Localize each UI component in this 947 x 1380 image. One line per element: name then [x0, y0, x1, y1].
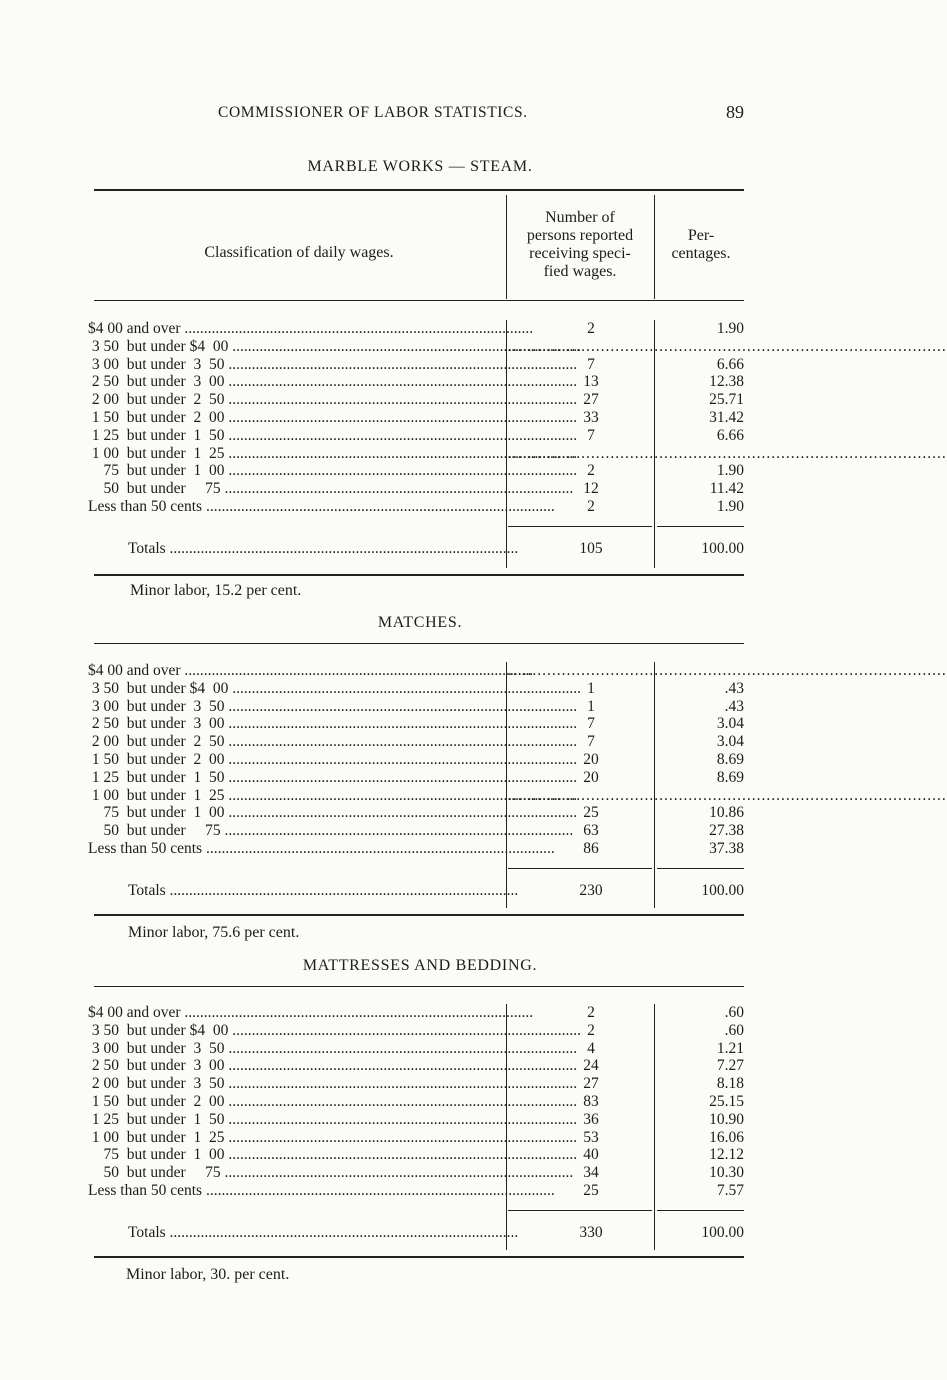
table-row — [88, 769, 746, 787]
table-row — [88, 1146, 746, 1164]
table-row — [88, 1129, 746, 1147]
percentage: 8.18 — [716, 1075, 744, 1093]
totals-rule — [508, 868, 652, 869]
table-row — [88, 1057, 746, 1075]
empty-row-dots: .......................................................................................... — [508, 337, 947, 355]
number-header-line: fied wages. — [543, 263, 617, 280]
table-bottom-rule — [94, 574, 744, 576]
table-row — [88, 462, 746, 480]
percentage: .43 — [724, 697, 744, 715]
persons-count: 27 — [583, 1075, 599, 1093]
wage-class-label: 2 50 but under 3 00 .......................................................................................... — [88, 715, 578, 733]
wage-class-label: 3 00 but under 3 50 .......................................................................................... — [88, 355, 578, 373]
number-header-line: receiving speci- — [529, 245, 631, 262]
percentage: 6.66 — [716, 426, 744, 444]
number-header-line: Number of — [545, 209, 615, 226]
persons-count: 2 — [587, 498, 595, 515]
totals-label: Totals .......................................................................................... — [128, 881, 519, 899]
wage-class-label: 2 50 but under 3 00 .......................................................................................... — [88, 373, 578, 391]
table-row — [88, 1111, 746, 1129]
empty-row-dots: .......................................................................................... — [508, 662, 947, 679]
wage-class-label: 1 25 but under 1 50 .......................................................................................... — [88, 426, 578, 444]
persons-count: 34 — [583, 1164, 599, 1182]
wage-class-label: 3 00 but under 3 50 .......................................................................................... — [88, 1039, 578, 1057]
table-row — [88, 1022, 746, 1040]
persons-count: 63 — [583, 822, 599, 840]
table-row — [88, 480, 746, 498]
persons-count: 53 — [583, 1128, 599, 1146]
minor-labor-note: Minor labor, 30. per cent. — [126, 1266, 290, 1283]
persons-count: 25 — [583, 1182, 599, 1199]
totals-row — [88, 1224, 746, 1242]
table-row — [88, 1182, 746, 1200]
table-row — [88, 751, 746, 769]
table-row — [88, 1075, 746, 1093]
wage-class-label: 75 but under 1 00 .......................................................................................... — [88, 804, 578, 822]
persons-count: 13 — [583, 373, 599, 391]
table-row — [88, 1164, 746, 1182]
table-body — [0, 1004, 896, 1256]
wage-class-label: 2 50 but under 3 00 .......................................................................................... — [88, 1057, 578, 1075]
persons-count: 25 — [583, 804, 599, 822]
wage-class-label: Less than 50 cents .......................................................................................... — [88, 840, 555, 857]
persons-count: 24 — [583, 1057, 599, 1075]
table-row — [88, 1093, 746, 1111]
table-top-rule — [94, 986, 744, 987]
table-row — [88, 498, 746, 516]
wage-class-label: 2 00 but under 2 50 .......................................................................................... — [88, 733, 578, 751]
wage-class-label: 1 50 but under 2 00 .......................................................................................... — [88, 751, 578, 768]
persons-count: 36 — [583, 1110, 599, 1128]
persons-count: 20 — [583, 751, 599, 768]
wage-class-label: 50 but under 75 .......................................................................................... — [88, 1164, 574, 1182]
totals-rule — [657, 868, 744, 869]
percent-header — [654, 227, 748, 263]
percentage: 25.15 — [709, 1093, 744, 1110]
number-header-line: persons reported — [526, 227, 634, 244]
table-row — [88, 680, 746, 698]
table-bottom-rule — [94, 1256, 744, 1258]
percentage: 10.30 — [709, 1164, 744, 1182]
table-body — [0, 662, 947, 914]
table-row — [88, 337, 947, 356]
totals-row — [88, 540, 746, 558]
percentage: 31.42 — [709, 409, 744, 426]
percentage: 1.90 — [716, 462, 744, 480]
percentage: 3.04 — [716, 733, 744, 751]
percentage: 1.90 — [716, 320, 744, 337]
table-row — [88, 804, 746, 822]
percentage: 1.90 — [716, 498, 744, 515]
table-bottom-rule — [94, 914, 744, 916]
percentage: 12.12 — [709, 1146, 744, 1164]
wage-class-label: 1 25 but under 1 50 .......................................................................................... — [88, 768, 578, 786]
percentage: .43 — [724, 679, 744, 697]
wage-class-label: $4 00 and over .......................................................................................... — [88, 320, 534, 337]
wage-class-label: 1 50 but under 2 00 .......................................................................................... — [88, 409, 578, 426]
wage-class-label: 3 50 but under $4 00 .......................................................................................... — [88, 1021, 581, 1039]
wage-class-label: 50 but under 75 .......................................................................................... — [88, 822, 574, 840]
percentage: 6.66 — [716, 355, 744, 373]
wage-class-label: 3 50 but under $4 00 .......................................................................................... — [88, 679, 581, 697]
percentage: 27.38 — [709, 822, 744, 840]
wage-class-label: 3 50 but under $4 00 .......................................................................................... — [88, 337, 581, 355]
table-row — [88, 1004, 746, 1022]
wage-class-label: 3 00 but under 3 50 .......................................................................................... — [88, 697, 578, 715]
totals-rule — [508, 526, 652, 527]
table-row — [88, 356, 746, 374]
table-top-rule — [94, 189, 744, 191]
wage-class-label: $4 00 and over .......................................................................................... — [88, 1004, 534, 1021]
percentage: 8.69 — [716, 751, 744, 768]
wage-class-label: 1 50 but under 2 00 .......................................................................................... — [88, 1093, 578, 1110]
totals-rule — [657, 526, 744, 527]
persons-count: 27 — [583, 391, 599, 409]
classification-header: Classification of daily wages. — [204, 244, 394, 261]
totals-percentage: 100.00 — [701, 1223, 744, 1241]
minor-labor-note: Minor labor, 15.2 per cent. — [130, 582, 302, 599]
table-row — [88, 373, 746, 391]
percentage: 16.06 — [709, 1128, 744, 1146]
totals-count: 330 — [579, 1223, 603, 1241]
percentage: .60 — [724, 1021, 744, 1039]
wage-class-label: 50 but under 75 .......................................................................................... — [88, 480, 574, 498]
persons-count: 20 — [583, 768, 599, 786]
wage-class-label: Less than 50 cents .......................................................................................... — [88, 1182, 555, 1199]
number-header — [506, 209, 654, 281]
persons-count: 2 — [587, 462, 595, 480]
persons-count: 7 — [587, 355, 595, 373]
percentage: 12.38 — [709, 373, 744, 391]
percentage: 10.90 — [709, 1110, 744, 1128]
percentage: 25.71 — [709, 391, 744, 409]
table-row — [88, 662, 947, 680]
wage-class-label: 1 25 but under 1 50 .......................................................................................... — [88, 1110, 578, 1128]
persons-count: 7 — [587, 733, 595, 751]
wage-class-label: 1 00 but under 1 25 .......................................................................................... — [88, 786, 578, 804]
table-row — [88, 786, 947, 805]
header-rule — [94, 300, 744, 301]
totals-label: Totals .......................................................................................... — [128, 539, 519, 557]
percentage: 11.42 — [709, 480, 744, 498]
empty-row-dots: .......................................................................................... — [508, 786, 947, 804]
table-row — [88, 715, 746, 733]
persons-count: 86 — [583, 840, 599, 857]
totals-rule — [508, 1210, 652, 1211]
persons-count: 1 — [587, 679, 595, 697]
section-title: MARBLE WORKS — STEAM. — [307, 158, 533, 175]
persons-count: 33 — [583, 409, 599, 426]
section-title: MATCHES. — [377, 614, 463, 631]
running-head: COMMISSIONER OF LABOR STATISTICS. — [218, 104, 528, 121]
totals-count: 105 — [579, 539, 603, 557]
table-row — [88, 698, 746, 716]
percentage: 1.21 — [716, 1039, 744, 1057]
persons-count: 2 — [587, 320, 595, 337]
totals-percentage: 100.00 — [701, 881, 744, 899]
percent-header-line: Per- — [687, 227, 715, 244]
wage-class-label: Less than 50 cents .......................................................................................... — [88, 498, 555, 515]
percent-header-line: centages. — [671, 245, 731, 262]
table-row — [88, 822, 746, 840]
wage-class-label: 1 00 but under 1 25 .......................................................................................... — [88, 444, 578, 462]
persons-count: 4 — [587, 1039, 595, 1057]
totals-count: 230 — [579, 881, 603, 899]
section-title: MATTRESSES AND BEDDING. — [302, 957, 538, 974]
wage-class-label: 2 00 but under 3 50 .......................................................................................... — [88, 1075, 578, 1093]
persons-count: 7 — [587, 715, 595, 733]
totals-percentage: 100.00 — [701, 539, 744, 557]
persons-count: 1 — [587, 697, 595, 715]
table-row — [88, 444, 947, 463]
percentage: 8.69 — [716, 768, 744, 786]
table-body — [0, 320, 947, 574]
table-row — [88, 391, 746, 409]
table-row — [88, 320, 746, 338]
table-row — [88, 427, 746, 445]
totals-rule — [657, 1210, 744, 1211]
minor-labor-note: Minor labor, 75.6 per cent. — [128, 924, 300, 941]
empty-row-dots: .......................................................................................... — [508, 444, 947, 462]
percentage: 10.86 — [709, 804, 744, 822]
totals-label: Totals .......................................................................................... — [128, 1223, 519, 1241]
wage-class-label: $4 00 and over .......................................................................................... — [88, 662, 534, 679]
persons-count: 2 — [587, 1021, 595, 1039]
percentage: 3.04 — [716, 715, 744, 733]
percentage: .60 — [724, 1004, 744, 1021]
table-row — [88, 1040, 746, 1058]
percentage: 7.57 — [716, 1182, 744, 1199]
wage-class-label: 75 but under 1 00 .......................................................................................... — [88, 1146, 578, 1164]
persons-count: 12 — [583, 480, 599, 498]
table-row — [88, 409, 746, 427]
percentage: 7.27 — [716, 1057, 744, 1075]
wage-class-label: 1 00 but under 1 25 .......................................................................................... — [88, 1128, 578, 1146]
table-row — [88, 840, 746, 858]
wage-class-label: 75 but under 1 00 .......................................................................................... — [88, 462, 578, 480]
totals-row — [88, 882, 746, 900]
persons-count: 7 — [587, 426, 595, 444]
persons-count: 40 — [583, 1146, 599, 1164]
wage-class-label: 2 00 but under 2 50 .......................................................................................... — [88, 391, 578, 409]
percentage: 37.38 — [709, 840, 744, 857]
table-top-rule — [94, 643, 744, 644]
page-number: 89 — [726, 102, 744, 122]
persons-count: 83 — [583, 1093, 599, 1110]
persons-count: 2 — [587, 1004, 595, 1021]
table-row — [88, 733, 746, 751]
